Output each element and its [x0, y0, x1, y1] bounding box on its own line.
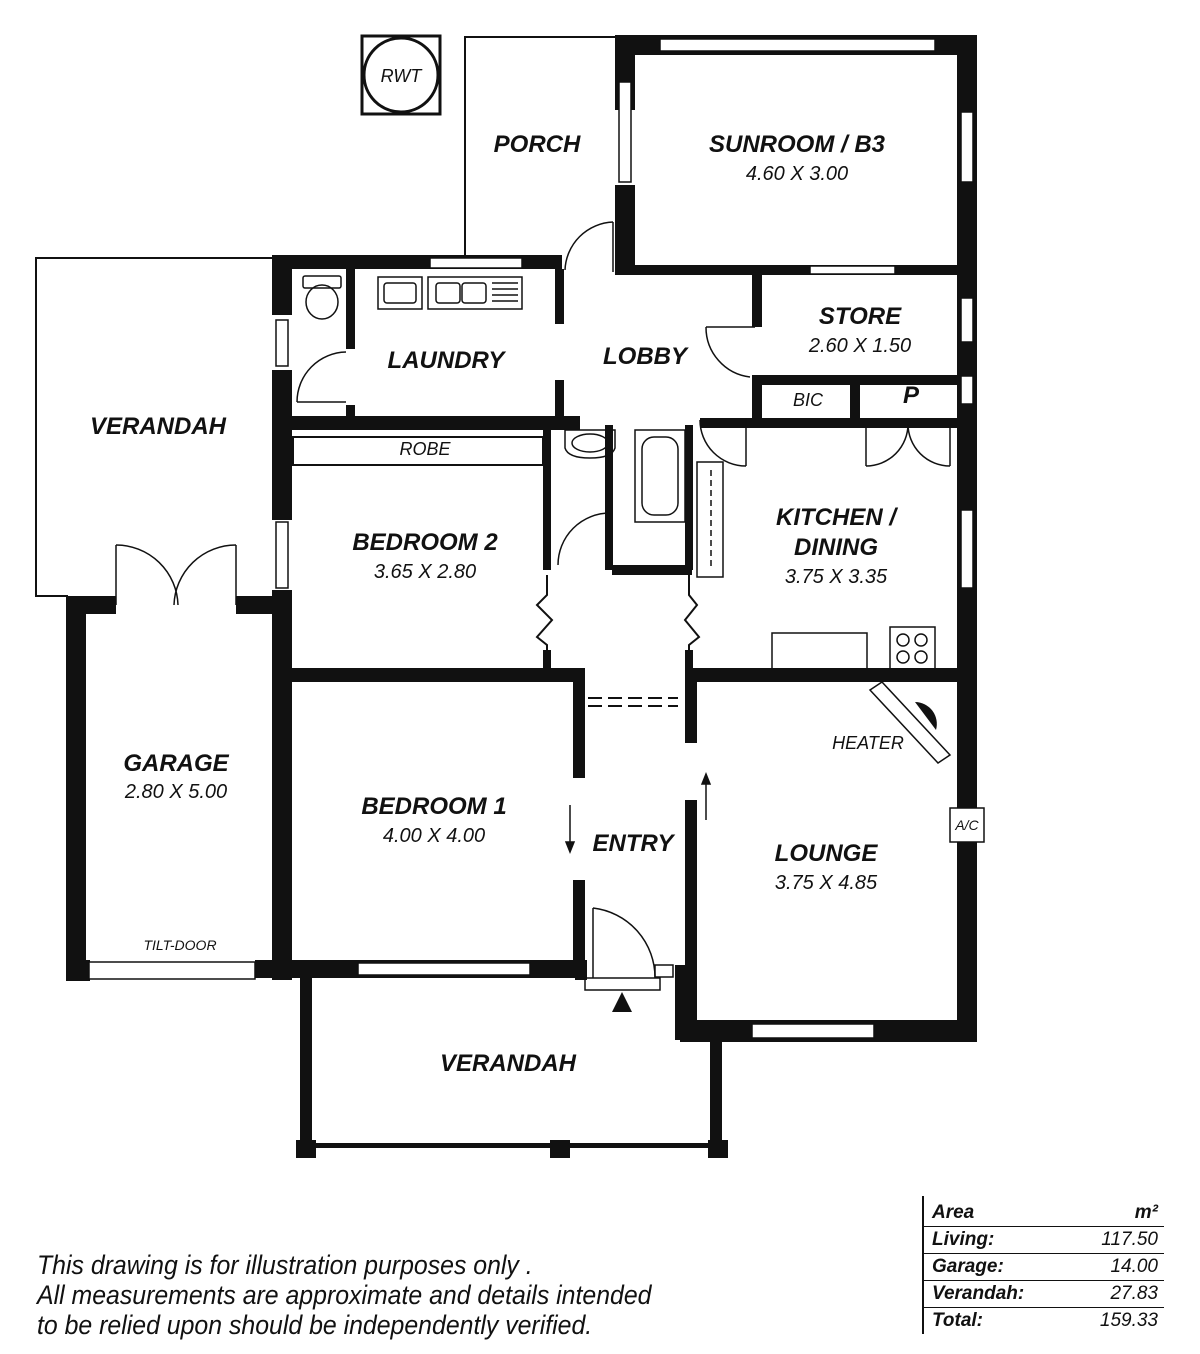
area-row-label: Total:: [932, 1310, 984, 1331]
area-row-label: Garage:: [932, 1256, 1004, 1277]
bedroom2-dims: 3.65 X 2.80: [373, 561, 477, 583]
area-row-value: 14.00: [1110, 1256, 1158, 1277]
entry-arrow: [612, 992, 632, 1012]
area-row-value: 27.83: [1110, 1283, 1158, 1304]
area-row-value: 117.50: [1101, 1229, 1158, 1250]
tilt-door-label: TILT-DOOR: [143, 937, 217, 953]
thin-outlines: [36, 37, 616, 596]
area-row-verandah: [924, 1281, 1164, 1308]
garage-dims: 2.80 X 5.00: [124, 781, 228, 803]
lounge-name: LOUNGE: [774, 840, 878, 867]
store-name: STORE: [818, 303, 902, 330]
ac-label: A/C: [955, 817, 979, 833]
bedroom1-name: BEDROOM 1: [361, 793, 507, 820]
area-row-total: [924, 1308, 1164, 1334]
area-row-living: [924, 1227, 1164, 1254]
verandah-front-name: VERANDAH: [439, 1050, 577, 1077]
area-row-value: 159.33: [1099, 1310, 1158, 1331]
kitchen-name-line2: DINING: [794, 534, 878, 561]
hall-arch: [588, 698, 678, 706]
lobby-name: LOBBY: [603, 343, 687, 370]
bedroom2-name: BEDROOM 2: [352, 529, 498, 556]
zigzag-openings: [537, 575, 699, 655]
disclaimer-line: to be relied upon should be independently verified.: [37, 1310, 593, 1340]
area-row-label: Verandah:: [932, 1283, 1025, 1304]
bic-label: BIC: [792, 390, 824, 410]
lounge-dims: 3.75 X 4.85: [774, 872, 878, 894]
area-table: [922, 1196, 1164, 1334]
disclaimer-line: All measurements are approximate and details intended: [37, 1280, 652, 1310]
ac-unit: [950, 808, 984, 842]
walls: [66, 35, 977, 1158]
garage-name: GARAGE: [123, 750, 229, 777]
kitchen-name-line1: KITCHEN /: [776, 504, 896, 531]
sunroom-dims: 4.60 X 3.00: [745, 163, 849, 185]
rwt-label: RWT: [380, 66, 422, 86]
area-row-garage: [924, 1254, 1164, 1281]
robe-label: ROBE: [399, 439, 451, 459]
area-header-label: Area: [932, 1202, 975, 1223]
area-table-header: [924, 1196, 1164, 1227]
heater-label: HEATER: [832, 733, 904, 753]
rainwater-tank: [362, 36, 440, 114]
area-row-label: Living:: [932, 1229, 995, 1250]
pantry-label: P: [902, 382, 920, 409]
entry-name: ENTRY: [592, 830, 674, 857]
verandah-side-name: VERANDAH: [89, 413, 227, 440]
disclaimer-line: This drawing is for illustration purposes only .: [37, 1250, 533, 1280]
store-dims: 2.60 X 1.50: [808, 335, 912, 357]
laundry-name: LAUNDRY: [387, 347, 505, 374]
sunroom-name: SUNROOM / B3: [708, 131, 886, 158]
porch-name: PORCH: [493, 131, 581, 158]
area-header-unit: m²: [1134, 1202, 1158, 1223]
kitchen-dims: 3.75 X 3.35: [784, 566, 888, 588]
disclaimer: [37, 1250, 681, 1340]
bedroom1-dims: 4.00 X 4.00: [382, 825, 486, 847]
